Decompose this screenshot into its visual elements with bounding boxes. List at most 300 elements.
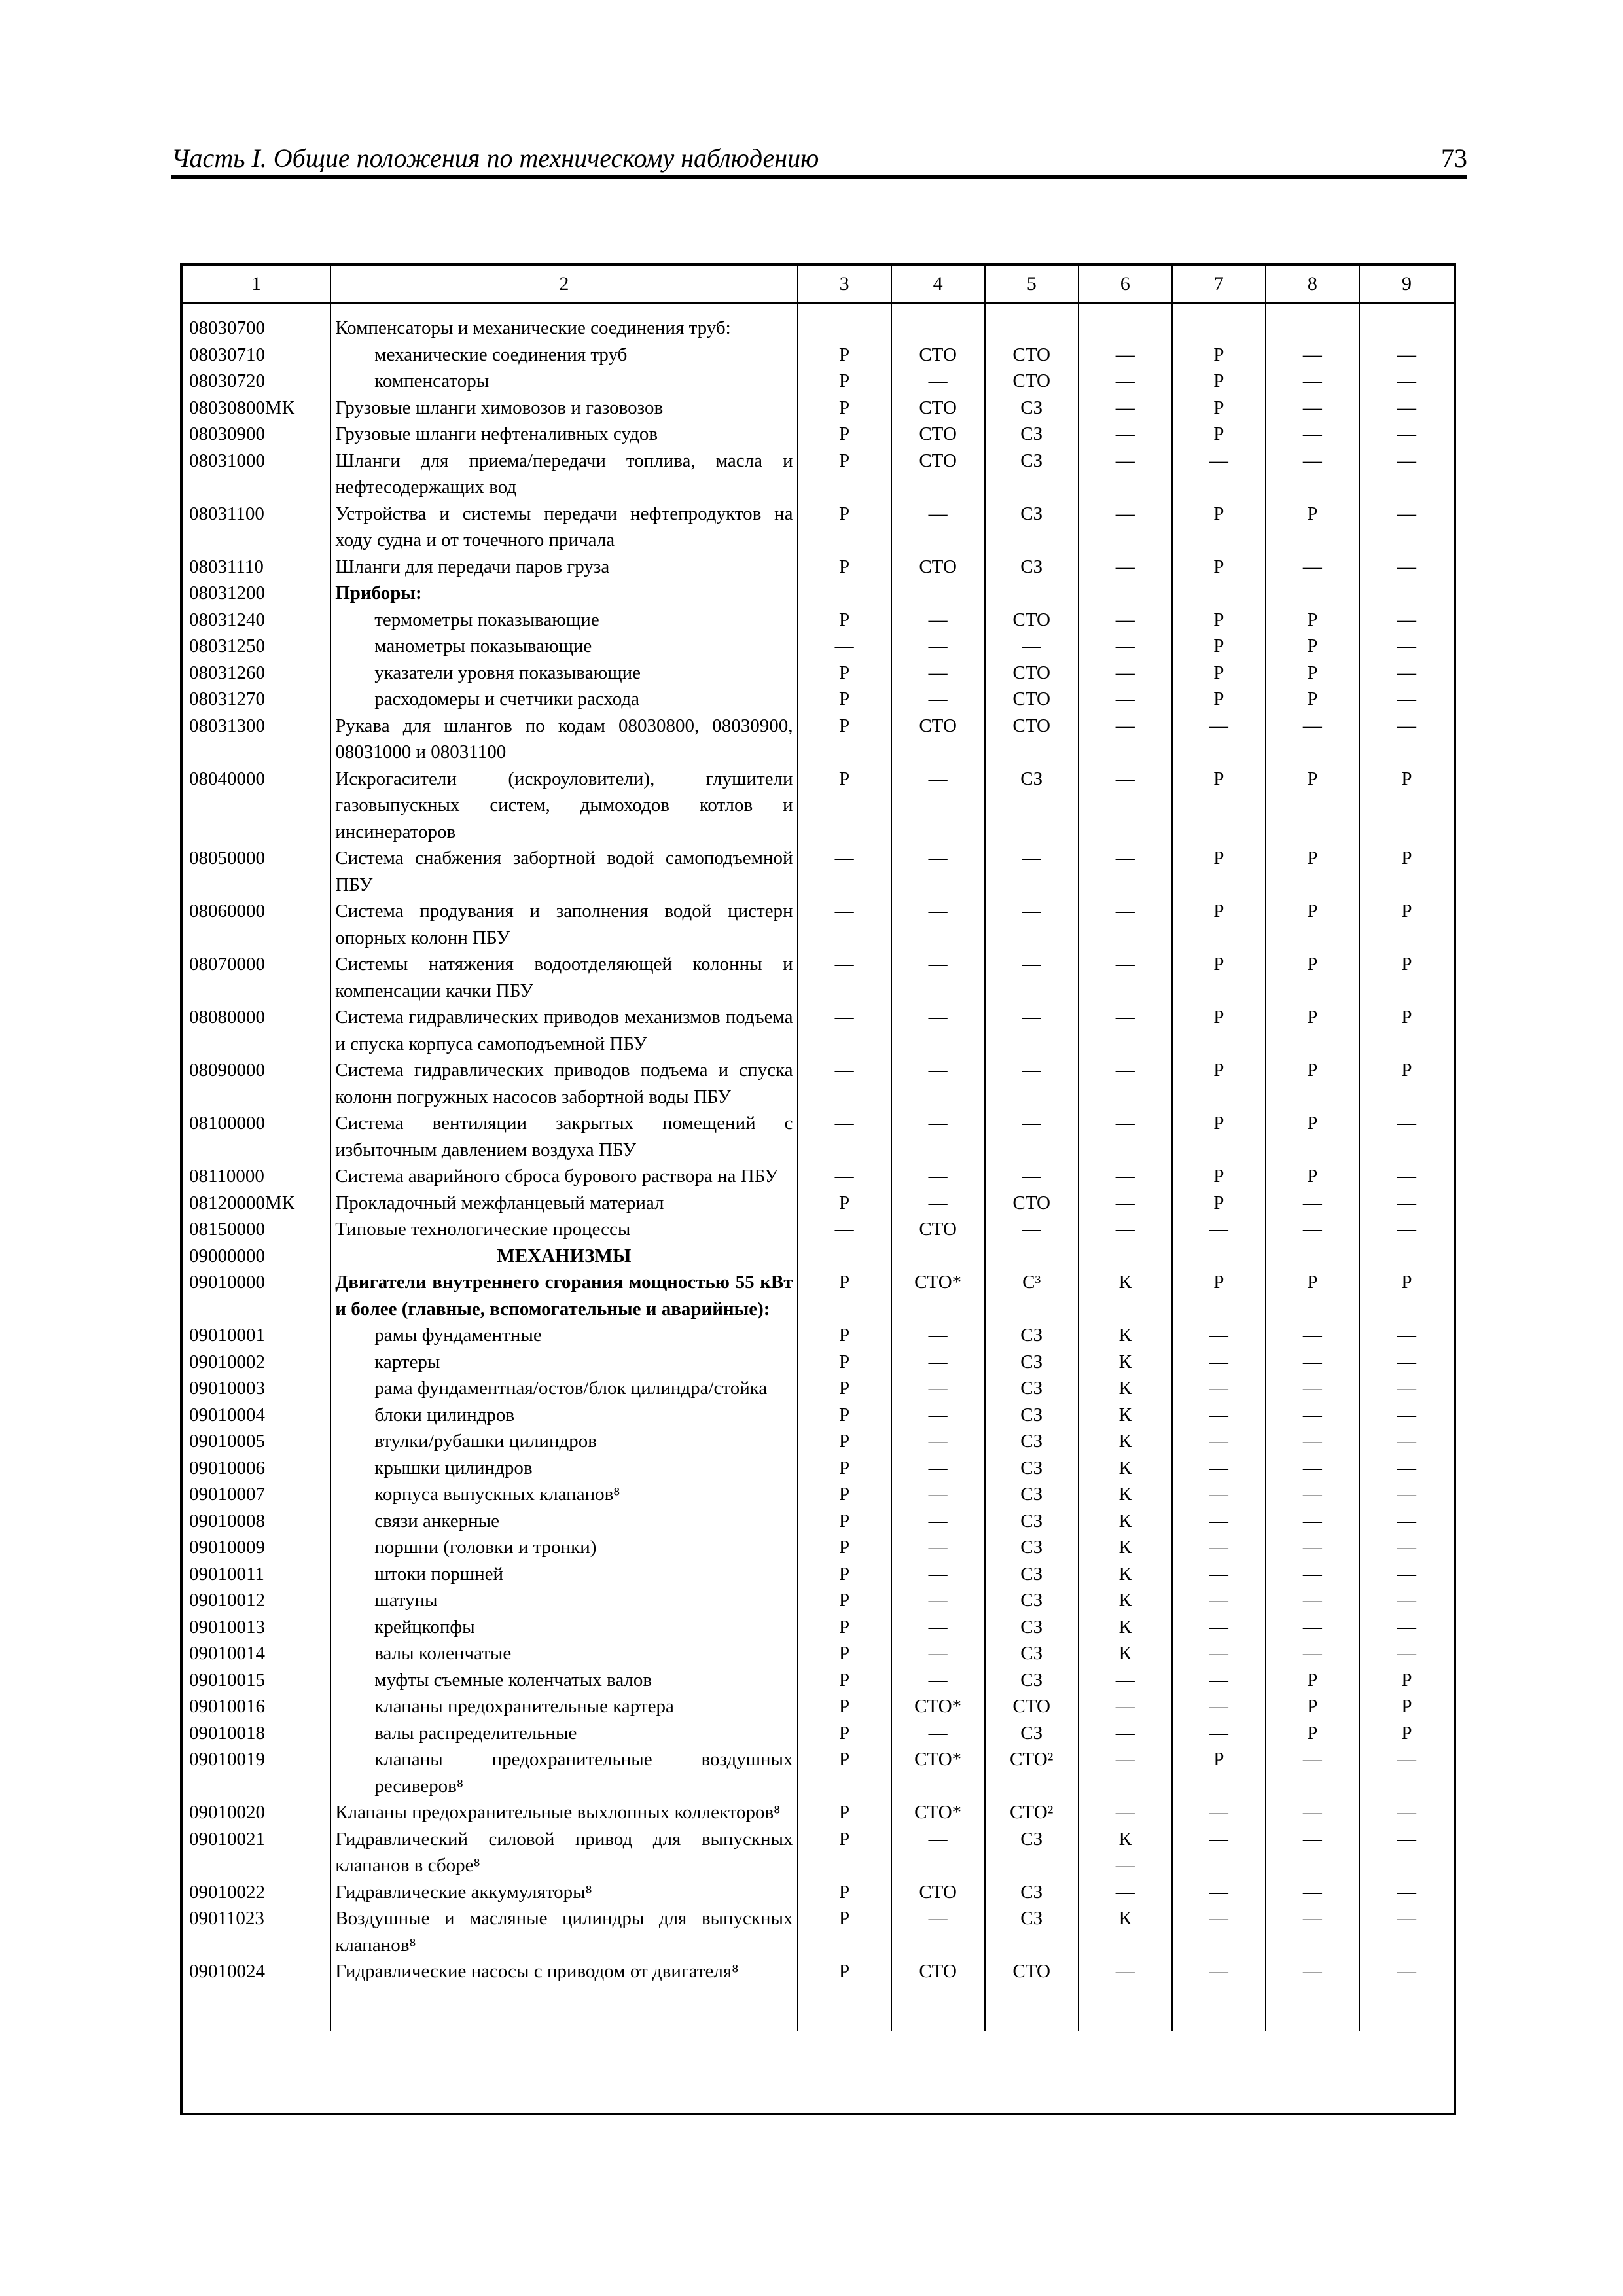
row-code: 09010002 bbox=[183, 1349, 330, 1376]
filler-cell bbox=[1079, 1985, 1172, 2031]
row-value-col9: Р bbox=[1359, 1693, 1454, 1720]
row-value-col8: — bbox=[1266, 395, 1359, 422]
filler-cell bbox=[985, 1985, 1079, 2031]
table-row bbox=[183, 1322, 1454, 1349]
row-value-col9: — bbox=[1359, 1428, 1454, 1455]
table-row bbox=[183, 686, 1454, 713]
table-row bbox=[183, 501, 1454, 554]
row-description: поршни (головки и тронки) bbox=[330, 1534, 797, 1561]
row-code: 09010000 bbox=[183, 1269, 330, 1322]
column-header: 1 bbox=[183, 266, 330, 304]
row-description: Система аварийного сброса бурового раствора на ПБУ bbox=[330, 1163, 797, 1190]
row-code: 08031000 bbox=[183, 448, 330, 501]
row-value-col6: — bbox=[1079, 1004, 1172, 1057]
row-description: манометры показывающие bbox=[330, 633, 797, 660]
row-value-col7: — bbox=[1172, 1561, 1266, 1588]
row-value-col7: — bbox=[1172, 1375, 1266, 1402]
row-value-col5: СТО² bbox=[985, 1746, 1079, 1799]
row-value-col3: Р bbox=[798, 686, 891, 713]
row-value-col4: — bbox=[891, 898, 985, 951]
row-value-col9: Р bbox=[1359, 1667, 1454, 1694]
row-value-col9: — bbox=[1359, 1349, 1454, 1376]
row-value-col7: — bbox=[1172, 1216, 1266, 1243]
row-value-col6: — bbox=[1079, 395, 1172, 422]
row-value-col9: Р bbox=[1359, 845, 1454, 898]
row-value-col7: — bbox=[1172, 1428, 1266, 1455]
row-value-col6: — bbox=[1079, 501, 1172, 554]
row-value-col8: — bbox=[1266, 713, 1359, 766]
row-value-col3: Р bbox=[798, 501, 891, 554]
row-value-col8: Р bbox=[1266, 845, 1359, 898]
row-value-col5: — bbox=[985, 845, 1079, 898]
row-code: 09010013 bbox=[183, 1614, 330, 1641]
row-value-col9: — bbox=[1359, 395, 1454, 422]
row-value-col6: — bbox=[1079, 1958, 1172, 1985]
row-value-col5: СЗ bbox=[985, 1720, 1079, 1747]
row-value-col9: Р bbox=[1359, 766, 1454, 846]
row-value-col8: Р bbox=[1266, 1110, 1359, 1163]
row-value-col6: К bbox=[1079, 1561, 1172, 1588]
row-value-col9: — bbox=[1359, 501, 1454, 554]
row-value-col5: — bbox=[985, 951, 1079, 1004]
row-value-col8: Р bbox=[1266, 1693, 1359, 1720]
row-value-col9: — bbox=[1359, 607, 1454, 634]
codes-table-frame bbox=[180, 263, 1456, 2115]
column-header: 5 bbox=[985, 266, 1079, 304]
row-value-col3: Р bbox=[798, 1190, 891, 1217]
row-value-col7: Р bbox=[1172, 951, 1266, 1004]
row-value-col6: К — bbox=[1079, 1826, 1172, 1879]
row-value-col7: Р bbox=[1172, 1746, 1266, 1799]
row-value-col7: Р bbox=[1172, 1190, 1266, 1217]
row-value-col3: Р bbox=[798, 1693, 891, 1720]
row-value-col9: — bbox=[1359, 1163, 1454, 1190]
row-value-col3: Р bbox=[798, 1508, 891, 1535]
filler-cell bbox=[1359, 1985, 1454, 2031]
table-body bbox=[183, 304, 1454, 2031]
filler-cell bbox=[798, 1985, 891, 2031]
row-code: 08100000 bbox=[183, 1110, 330, 1163]
table-row bbox=[183, 1481, 1454, 1508]
row-value-col3: Р bbox=[798, 1799, 891, 1826]
row-value-col3: Р bbox=[798, 1667, 891, 1694]
row-value-col7: Р bbox=[1172, 368, 1266, 395]
row-value-col7: — bbox=[1172, 1508, 1266, 1535]
row-value-col3: Р bbox=[798, 395, 891, 422]
row-value-col4: — bbox=[891, 1190, 985, 1217]
row-description: клапаны предохранительные картера bbox=[330, 1693, 797, 1720]
row-value-col8: Р bbox=[1266, 1269, 1359, 1322]
column-header: 3 bbox=[798, 266, 891, 304]
row-value-col9: — bbox=[1359, 1640, 1454, 1667]
table-row bbox=[183, 395, 1454, 422]
row-value-col8: — bbox=[1266, 1216, 1359, 1243]
row-value-col3: Р bbox=[798, 713, 891, 766]
row-value-col6: К bbox=[1079, 1322, 1172, 1349]
table-row bbox=[183, 580, 1454, 607]
column-header: 4 bbox=[891, 266, 985, 304]
row-value-col7: Р bbox=[1172, 1163, 1266, 1190]
table-row bbox=[183, 633, 1454, 660]
row-value-col4: — bbox=[891, 1561, 985, 1588]
row-code: 09010015 bbox=[183, 1667, 330, 1694]
codes-table bbox=[183, 266, 1454, 2031]
row-value-col9: — bbox=[1359, 1481, 1454, 1508]
table-row bbox=[183, 1428, 1454, 1455]
row-value-col4: СТО* bbox=[891, 1746, 985, 1799]
row-value-col7: — bbox=[1172, 1481, 1266, 1508]
row-value-col9: Р bbox=[1359, 1720, 1454, 1747]
row-value-col6: — bbox=[1079, 448, 1172, 501]
row-value-col4: СТО bbox=[891, 554, 985, 581]
row-value-col7: Р bbox=[1172, 1269, 1266, 1322]
row-value-col4: СТО bbox=[891, 713, 985, 766]
row-value-col3: Р bbox=[798, 1322, 891, 1349]
column-header: 7 bbox=[1172, 266, 1266, 304]
row-value-col7: Р bbox=[1172, 421, 1266, 448]
row-value-col5: СЗ bbox=[985, 1349, 1079, 1376]
row-value-col9: — bbox=[1359, 1746, 1454, 1799]
row-code: 09010007 bbox=[183, 1481, 330, 1508]
row-value-col7: — bbox=[1172, 448, 1266, 501]
row-description: Гидравлические аккумуляторы⁸ bbox=[330, 1879, 797, 1906]
row-value-col5: СЗ bbox=[985, 1561, 1079, 1588]
row-value-col7: — bbox=[1172, 1402, 1266, 1429]
row-value-col6 bbox=[1079, 1243, 1172, 1270]
table-row bbox=[183, 1216, 1454, 1243]
row-value-col4: — bbox=[891, 951, 985, 1004]
row-value-col4: — bbox=[891, 1428, 985, 1455]
row-value-col4: — bbox=[891, 1163, 985, 1190]
table-row bbox=[183, 1826, 1454, 1879]
row-value-col9: — bbox=[1359, 686, 1454, 713]
row-value-col9: Р bbox=[1359, 898, 1454, 951]
row-code: 08031200 bbox=[183, 580, 330, 607]
row-value-col3 bbox=[798, 580, 891, 607]
table-row bbox=[183, 1746, 1454, 1799]
row-value-col9: — bbox=[1359, 554, 1454, 581]
row-value-col6: — bbox=[1079, 607, 1172, 634]
row-code: 08060000 bbox=[183, 898, 330, 951]
row-description: Гидравлические насосы с приводом от двигателя⁸ bbox=[330, 1958, 797, 1985]
table-row bbox=[183, 1269, 1454, 1322]
row-value-col9: — bbox=[1359, 1508, 1454, 1535]
row-value-col4 bbox=[891, 580, 985, 607]
row-value-col8: Р bbox=[1266, 660, 1359, 687]
row-value-col3: Р bbox=[798, 766, 891, 846]
row-value-col6: — bbox=[1079, 1667, 1172, 1694]
row-value-col5: СЗ bbox=[985, 1508, 1079, 1535]
row-description: корпуса выпускных клапанов⁸ bbox=[330, 1481, 797, 1508]
row-code: 09000000 bbox=[183, 1243, 330, 1270]
row-value-col4 bbox=[891, 304, 985, 342]
row-description: муфты съемные коленчатых валов bbox=[330, 1667, 797, 1694]
row-description: Грузовые шланги нефтеналивных судов bbox=[330, 421, 797, 448]
row-value-col6: — bbox=[1079, 1216, 1172, 1243]
row-code: 08150000 bbox=[183, 1216, 330, 1243]
row-description: шатуны bbox=[330, 1587, 797, 1614]
row-value-col7: Р bbox=[1172, 845, 1266, 898]
row-value-col6: — bbox=[1079, 766, 1172, 846]
row-value-col3: Р bbox=[798, 554, 891, 581]
table-row bbox=[183, 1905, 1454, 1958]
row-value-col4: — bbox=[891, 1349, 985, 1376]
row-code: 08080000 bbox=[183, 1004, 330, 1057]
row-code: 09010020 bbox=[183, 1799, 330, 1826]
row-description: Грузовые шланги химовозов и газовозов bbox=[330, 395, 797, 422]
row-description: Прокладочный межфланцевый материал bbox=[330, 1190, 797, 1217]
row-value-col4: — bbox=[891, 1508, 985, 1535]
row-value-col8: Р bbox=[1266, 1057, 1359, 1110]
row-description: Система продувания и заполнения водой цистерн опорных колонн ПБУ bbox=[330, 898, 797, 951]
table-row bbox=[183, 1640, 1454, 1667]
row-value-col3: Р bbox=[798, 1428, 891, 1455]
row-value-col8: — bbox=[1266, 1455, 1359, 1482]
row-value-col9: Р bbox=[1359, 1269, 1454, 1322]
row-value-col5: СТО bbox=[985, 1190, 1079, 1217]
row-value-col5: СЗ bbox=[985, 1455, 1079, 1482]
row-description: расходомеры и счетчики расхода bbox=[330, 686, 797, 713]
row-description: компенсаторы bbox=[330, 368, 797, 395]
row-code: 09011023 bbox=[183, 1905, 330, 1958]
row-value-col3: — bbox=[798, 1163, 891, 1190]
row-value-col9: Р bbox=[1359, 951, 1454, 1004]
row-value-col3: — bbox=[798, 951, 891, 1004]
row-value-col3: Р bbox=[798, 1561, 891, 1588]
row-description: втулки/рубашки цилиндров bbox=[330, 1428, 797, 1455]
row-description: указатели уровня показывающие bbox=[330, 660, 797, 687]
row-value-col6: К bbox=[1079, 1534, 1172, 1561]
row-value-col8 bbox=[1266, 580, 1359, 607]
row-description: валы распределительные bbox=[330, 1720, 797, 1747]
row-value-col5: СТО bbox=[985, 342, 1079, 368]
row-code: 08040000 bbox=[183, 766, 330, 846]
table-row bbox=[183, 1163, 1454, 1190]
row-value-col4: — bbox=[891, 660, 985, 687]
row-value-col8: — bbox=[1266, 1481, 1359, 1508]
row-value-col3: Р bbox=[798, 1587, 891, 1614]
row-value-col8: — bbox=[1266, 1534, 1359, 1561]
row-description: связи анкерные bbox=[330, 1508, 797, 1535]
row-value-col5: СЗ bbox=[985, 1905, 1079, 1958]
column-header: 9 bbox=[1359, 266, 1454, 304]
row-value-col7: Р bbox=[1172, 1110, 1266, 1163]
row-value-col4: СТО bbox=[891, 448, 985, 501]
row-value-col7 bbox=[1172, 304, 1266, 342]
row-value-col3: Р bbox=[798, 607, 891, 634]
row-value-col4: — bbox=[891, 1826, 985, 1879]
row-value-col4: — bbox=[891, 686, 985, 713]
row-value-col3: Р bbox=[798, 1349, 891, 1376]
table-row bbox=[183, 1004, 1454, 1057]
row-value-col4: — bbox=[891, 607, 985, 634]
row-code: 09010011 bbox=[183, 1561, 330, 1588]
row-value-col5: СТО bbox=[985, 660, 1079, 687]
row-description: Система гидравлических приводов механизмов подъема и спуска корпуса самоподъемной ПБУ bbox=[330, 1004, 797, 1057]
row-value-col9: — bbox=[1359, 448, 1454, 501]
row-value-col7 bbox=[1172, 1243, 1266, 1270]
table-row bbox=[183, 1349, 1454, 1376]
row-value-col8: Р bbox=[1266, 501, 1359, 554]
row-value-col8: — bbox=[1266, 1349, 1359, 1376]
table-row bbox=[183, 421, 1454, 448]
row-value-col6: — bbox=[1079, 660, 1172, 687]
row-description: Система вентиляции закрытых помещений с избыточным давлением воздуха ПБУ bbox=[330, 1110, 797, 1163]
row-description: Искрогасители (искроуловители), глушители газовыпускных систем, дымоходов котлов и инсинераторов bbox=[330, 766, 797, 846]
row-value-col5: СЗ bbox=[985, 554, 1079, 581]
row-description: Шланги для приема/передачи топлива, масла и нефтесодержащих вод bbox=[330, 448, 797, 501]
row-value-col9: — bbox=[1359, 1190, 1454, 1217]
row-value-col4: — bbox=[891, 1402, 985, 1429]
row-value-col6 bbox=[1079, 580, 1172, 607]
row-value-col6: К bbox=[1079, 1428, 1172, 1455]
row-description: МЕХАНИЗМЫ bbox=[330, 1243, 797, 1270]
filler-cell bbox=[183, 1985, 330, 2031]
row-value-col9: — bbox=[1359, 1614, 1454, 1641]
table-row bbox=[183, 1561, 1454, 1588]
row-value-col9: — bbox=[1359, 1958, 1454, 1985]
row-description: Рукава для шлангов по кодам 08030800, 08030900, 08031000 и 08031100 bbox=[330, 713, 797, 766]
row-value-col6: — bbox=[1079, 554, 1172, 581]
row-value-col4: — bbox=[891, 1534, 985, 1561]
row-value-col3: Р bbox=[798, 1905, 891, 1958]
row-value-col3 bbox=[798, 304, 891, 342]
row-value-col8: — bbox=[1266, 1428, 1359, 1455]
row-value-col7: — bbox=[1172, 1614, 1266, 1641]
row-value-col6: — bbox=[1079, 951, 1172, 1004]
table-row bbox=[183, 1190, 1454, 1217]
row-value-col9: — bbox=[1359, 1826, 1454, 1879]
row-value-col5: СЗ bbox=[985, 766, 1079, 846]
row-description: Устройства и системы передачи нефтепродуктов на ходу судна и от точечного причала bbox=[330, 501, 797, 554]
row-value-col5: СЗ bbox=[985, 1826, 1079, 1879]
row-value-col3: Р bbox=[798, 448, 891, 501]
row-value-col6: — bbox=[1079, 633, 1172, 660]
table-row bbox=[183, 1879, 1454, 1906]
row-value-col8: Р bbox=[1266, 633, 1359, 660]
row-description: Типовые технологические процессы bbox=[330, 1216, 797, 1243]
row-value-col5: — bbox=[985, 633, 1079, 660]
row-value-col3: Р bbox=[798, 1481, 891, 1508]
row-value-col7: — bbox=[1172, 1349, 1266, 1376]
row-value-col4: — bbox=[891, 1720, 985, 1747]
row-value-col7: Р bbox=[1172, 554, 1266, 581]
row-value-col3: — bbox=[798, 1004, 891, 1057]
row-value-col9 bbox=[1359, 580, 1454, 607]
row-value-col6: К bbox=[1079, 1587, 1172, 1614]
row-value-col7: Р bbox=[1172, 607, 1266, 634]
table-row bbox=[183, 1455, 1454, 1482]
row-value-col3: Р bbox=[798, 368, 891, 395]
row-value-col5: — bbox=[985, 1110, 1079, 1163]
row-value-col6: — bbox=[1079, 1746, 1172, 1799]
row-value-col6: — bbox=[1079, 421, 1172, 448]
row-code: 09010009 bbox=[183, 1534, 330, 1561]
filler-cell bbox=[330, 1985, 797, 2031]
row-value-col9 bbox=[1359, 1243, 1454, 1270]
row-value-col8: — bbox=[1266, 1587, 1359, 1614]
row-value-col5: — bbox=[985, 898, 1079, 951]
table-row bbox=[183, 1614, 1454, 1641]
row-value-col9: — bbox=[1359, 1534, 1454, 1561]
row-value-col9: — bbox=[1359, 421, 1454, 448]
row-value-col8: — bbox=[1266, 1799, 1359, 1826]
row-value-col7: — bbox=[1172, 1905, 1266, 1958]
row-code: 08030720 bbox=[183, 368, 330, 395]
row-value-col9 bbox=[1359, 304, 1454, 342]
row-value-col9: — bbox=[1359, 342, 1454, 368]
table-row bbox=[183, 898, 1454, 951]
row-value-col7: Р bbox=[1172, 1057, 1266, 1110]
row-value-col5: СЗ bbox=[985, 1402, 1079, 1429]
row-description: Гидравлический силовой привод для выпускных клапанов в сборе⁸ bbox=[330, 1826, 797, 1879]
table-row bbox=[183, 766, 1454, 846]
row-description: Двигатели внутреннего сгорания мощностью 55 кВт и более (главные, вспомогательные и аварийные): bbox=[330, 1269, 797, 1322]
row-value-col6: — bbox=[1079, 1163, 1172, 1190]
table-row bbox=[183, 1375, 1454, 1402]
row-value-col7: — bbox=[1172, 1455, 1266, 1482]
table-row bbox=[183, 342, 1454, 368]
row-value-col7: Р bbox=[1172, 633, 1266, 660]
row-value-col4: — bbox=[891, 501, 985, 554]
row-value-col5: СЗ bbox=[985, 1667, 1079, 1694]
table-row bbox=[183, 368, 1454, 395]
row-value-col9: — bbox=[1359, 1110, 1454, 1163]
row-value-col7: Р bbox=[1172, 686, 1266, 713]
row-value-col9: — bbox=[1359, 1455, 1454, 1482]
row-value-col8: — bbox=[1266, 1614, 1359, 1641]
row-code: 08120000МК bbox=[183, 1190, 330, 1217]
page-header bbox=[171, 143, 1467, 177]
row-value-col9: — bbox=[1359, 713, 1454, 766]
row-value-col4: СТО bbox=[891, 395, 985, 422]
row-value-col7: Р bbox=[1172, 660, 1266, 687]
filler-cell bbox=[891, 1985, 985, 2031]
row-value-col9: — bbox=[1359, 660, 1454, 687]
column-header: 8 bbox=[1266, 266, 1359, 304]
table-row bbox=[183, 448, 1454, 501]
row-value-col6: К bbox=[1079, 1402, 1172, 1429]
row-code: 08031110 bbox=[183, 554, 330, 581]
row-value-col9: Р bbox=[1359, 1057, 1454, 1110]
row-value-col8: — bbox=[1266, 448, 1359, 501]
row-value-col8: — bbox=[1266, 342, 1359, 368]
row-value-col9: — bbox=[1359, 633, 1454, 660]
row-description: Шланги для передачи паров груза bbox=[330, 554, 797, 581]
row-value-col4: СТО bbox=[891, 421, 985, 448]
row-value-col8: Р bbox=[1266, 686, 1359, 713]
row-value-col8 bbox=[1266, 304, 1359, 342]
row-value-col3: Р bbox=[798, 1640, 891, 1667]
row-value-col5: СЗ bbox=[985, 1481, 1079, 1508]
row-value-col6: — bbox=[1079, 1190, 1172, 1217]
row-value-col7: Р bbox=[1172, 342, 1266, 368]
table-row bbox=[183, 1720, 1454, 1747]
row-value-col4: СТО bbox=[891, 1958, 985, 1985]
row-code: 08031250 bbox=[183, 633, 330, 660]
row-value-col7 bbox=[1172, 580, 1266, 607]
row-value-col8: — bbox=[1266, 1375, 1359, 1402]
row-value-col6: К bbox=[1079, 1508, 1172, 1535]
row-value-col6: — bbox=[1079, 342, 1172, 368]
row-code: 08031240 bbox=[183, 607, 330, 634]
row-description: штоки поршней bbox=[330, 1561, 797, 1588]
row-value-col4: — bbox=[891, 1905, 985, 1958]
row-value-col6: — bbox=[1079, 368, 1172, 395]
row-value-col6: К bbox=[1079, 1269, 1172, 1322]
row-code: 08050000 bbox=[183, 845, 330, 898]
row-value-col3: Р bbox=[798, 342, 891, 368]
